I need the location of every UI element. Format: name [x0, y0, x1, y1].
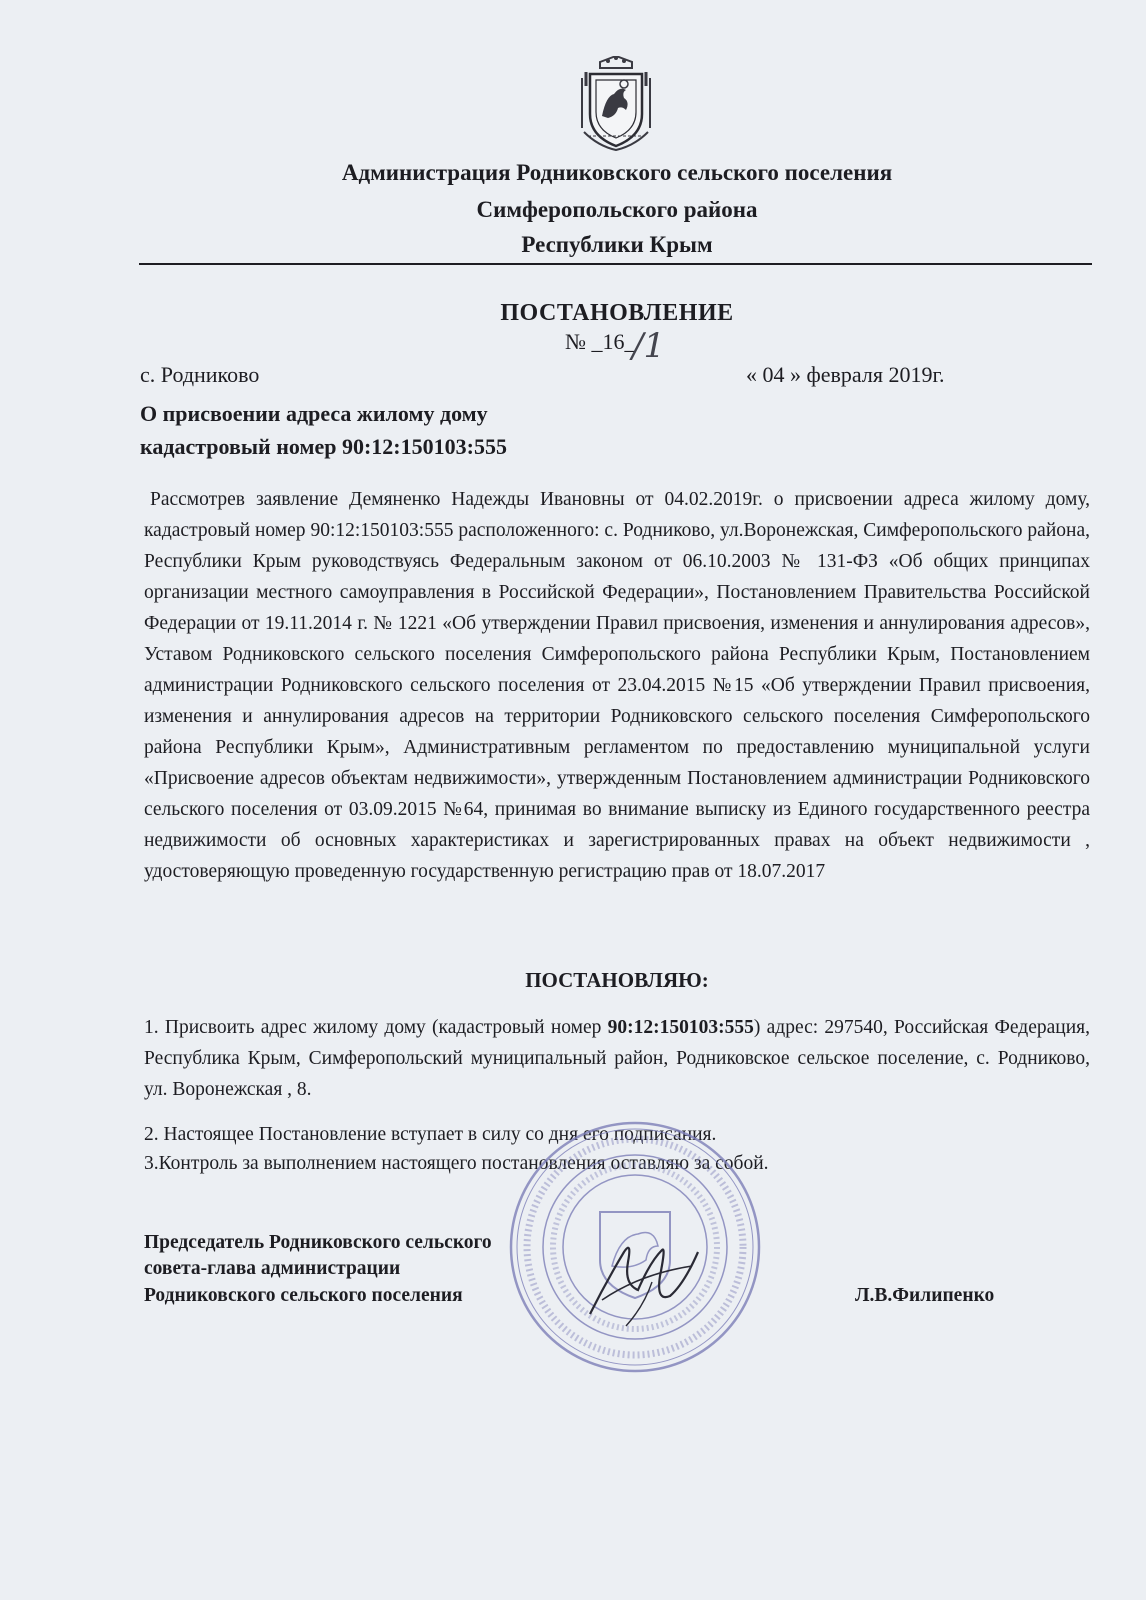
item1-cadastral: 90:12:150103:555	[607, 1017, 754, 1038]
header-republic: Республики Крым	[521, 232, 713, 257]
signer-position-1: Председатель Родниковского сельского	[144, 1232, 492, 1253]
document-date: « 04 » февраля 2019г.	[746, 362, 945, 387]
document-title: ПОСТАНОВЛЕНИЕ	[500, 300, 734, 326]
document-place: с. Родниково	[140, 362, 260, 387]
signer-position-3: Родниковского сельского поселения	[144, 1285, 463, 1306]
subject-line-2: кадастровый номер 90:12:150103:555	[140, 434, 507, 459]
document-number: № _16_	[565, 329, 636, 354]
signer-name: Л.В.Филипенко	[855, 1285, 995, 1306]
header-divider	[139, 263, 1092, 265]
item1-prefix: 1. Присвоить адрес жилому дому (кадастровый номер	[144, 1017, 608, 1038]
decision-item-2: 2. Настоящее Постановление вступает в силу со дня его подписания.	[144, 1124, 717, 1145]
subject-line-1: О присвоении адреса жилому дому	[140, 401, 488, 426]
item1-suffix: ) адрес: 297540, Российская Федерация, Республика Крым, Симферопольский муниципальный район, Родниковское сельское поселение, с. Родниково, ул. Воронежская , 8.	[144, 1017, 1090, 1100]
preamble	[144, 484, 1090, 887]
coat-of-arms-icon	[578, 56, 654, 152]
signer-position-2: совета-глава администрации	[144, 1258, 401, 1279]
signature-icon	[580, 1222, 710, 1332]
header-organization: Администрация Родниковского сельского поселения	[341, 160, 893, 185]
header-district: Симферопольского района	[476, 197, 758, 222]
preamble-text: Рассмотрев заявление Демяненко Надежды Ивановны от 04.02.2019г. о присвоении адреса жилому дому, кадастровый номер 90:12:150103:555 расположенного: с. Родниково, ул.Воронежская, Симферопольского района, Республики Крым руководствуясь Федеральным законом от 06.10.2003 № 131-ФЗ «Об общих принципах организации местного самоуправления в Российской Федерации», Постановлением Правительства Российской Федерации от 19.11.2014 г. № 1221 «Об утверждении Правил присвоения, изменения и аннулирования адресов», Уставом Родниковского сельского поселения Симферопольского района Республики Крым, Постановлением администрации Родниковского сельского поселения от 23.04.2015 №15 «Об утверждении Правил присвоения, изменения и аннулирования адресов на территории Родниковского сельского поселения Симферопольского района Республики Крым», Административным регламентом по предоставлению муниципальной услуги «Присвоение адресов объектам недвижимости», утвержденным Постановлением администрации Родниковского сельского поселения от 03.09.2015 №64, принимая во внимание выписку из Единого государственного реестра недвижимости об основных характеристиках и зарегистрированных правах на объект недвижимости , удостоверяющую проведенную государственную регистрацию прав от 18.07.2017	[144, 489, 1090, 882]
handwritten-number: /1	[632, 326, 666, 366]
decree-heading: ПОСТАНОВЛЯЮ:	[525, 968, 709, 992]
decision-item-3: 3.Контроль за выполнением настоящего постановления оставляю за собой.	[144, 1153, 769, 1174]
decision-item-1	[144, 1012, 1090, 1105]
